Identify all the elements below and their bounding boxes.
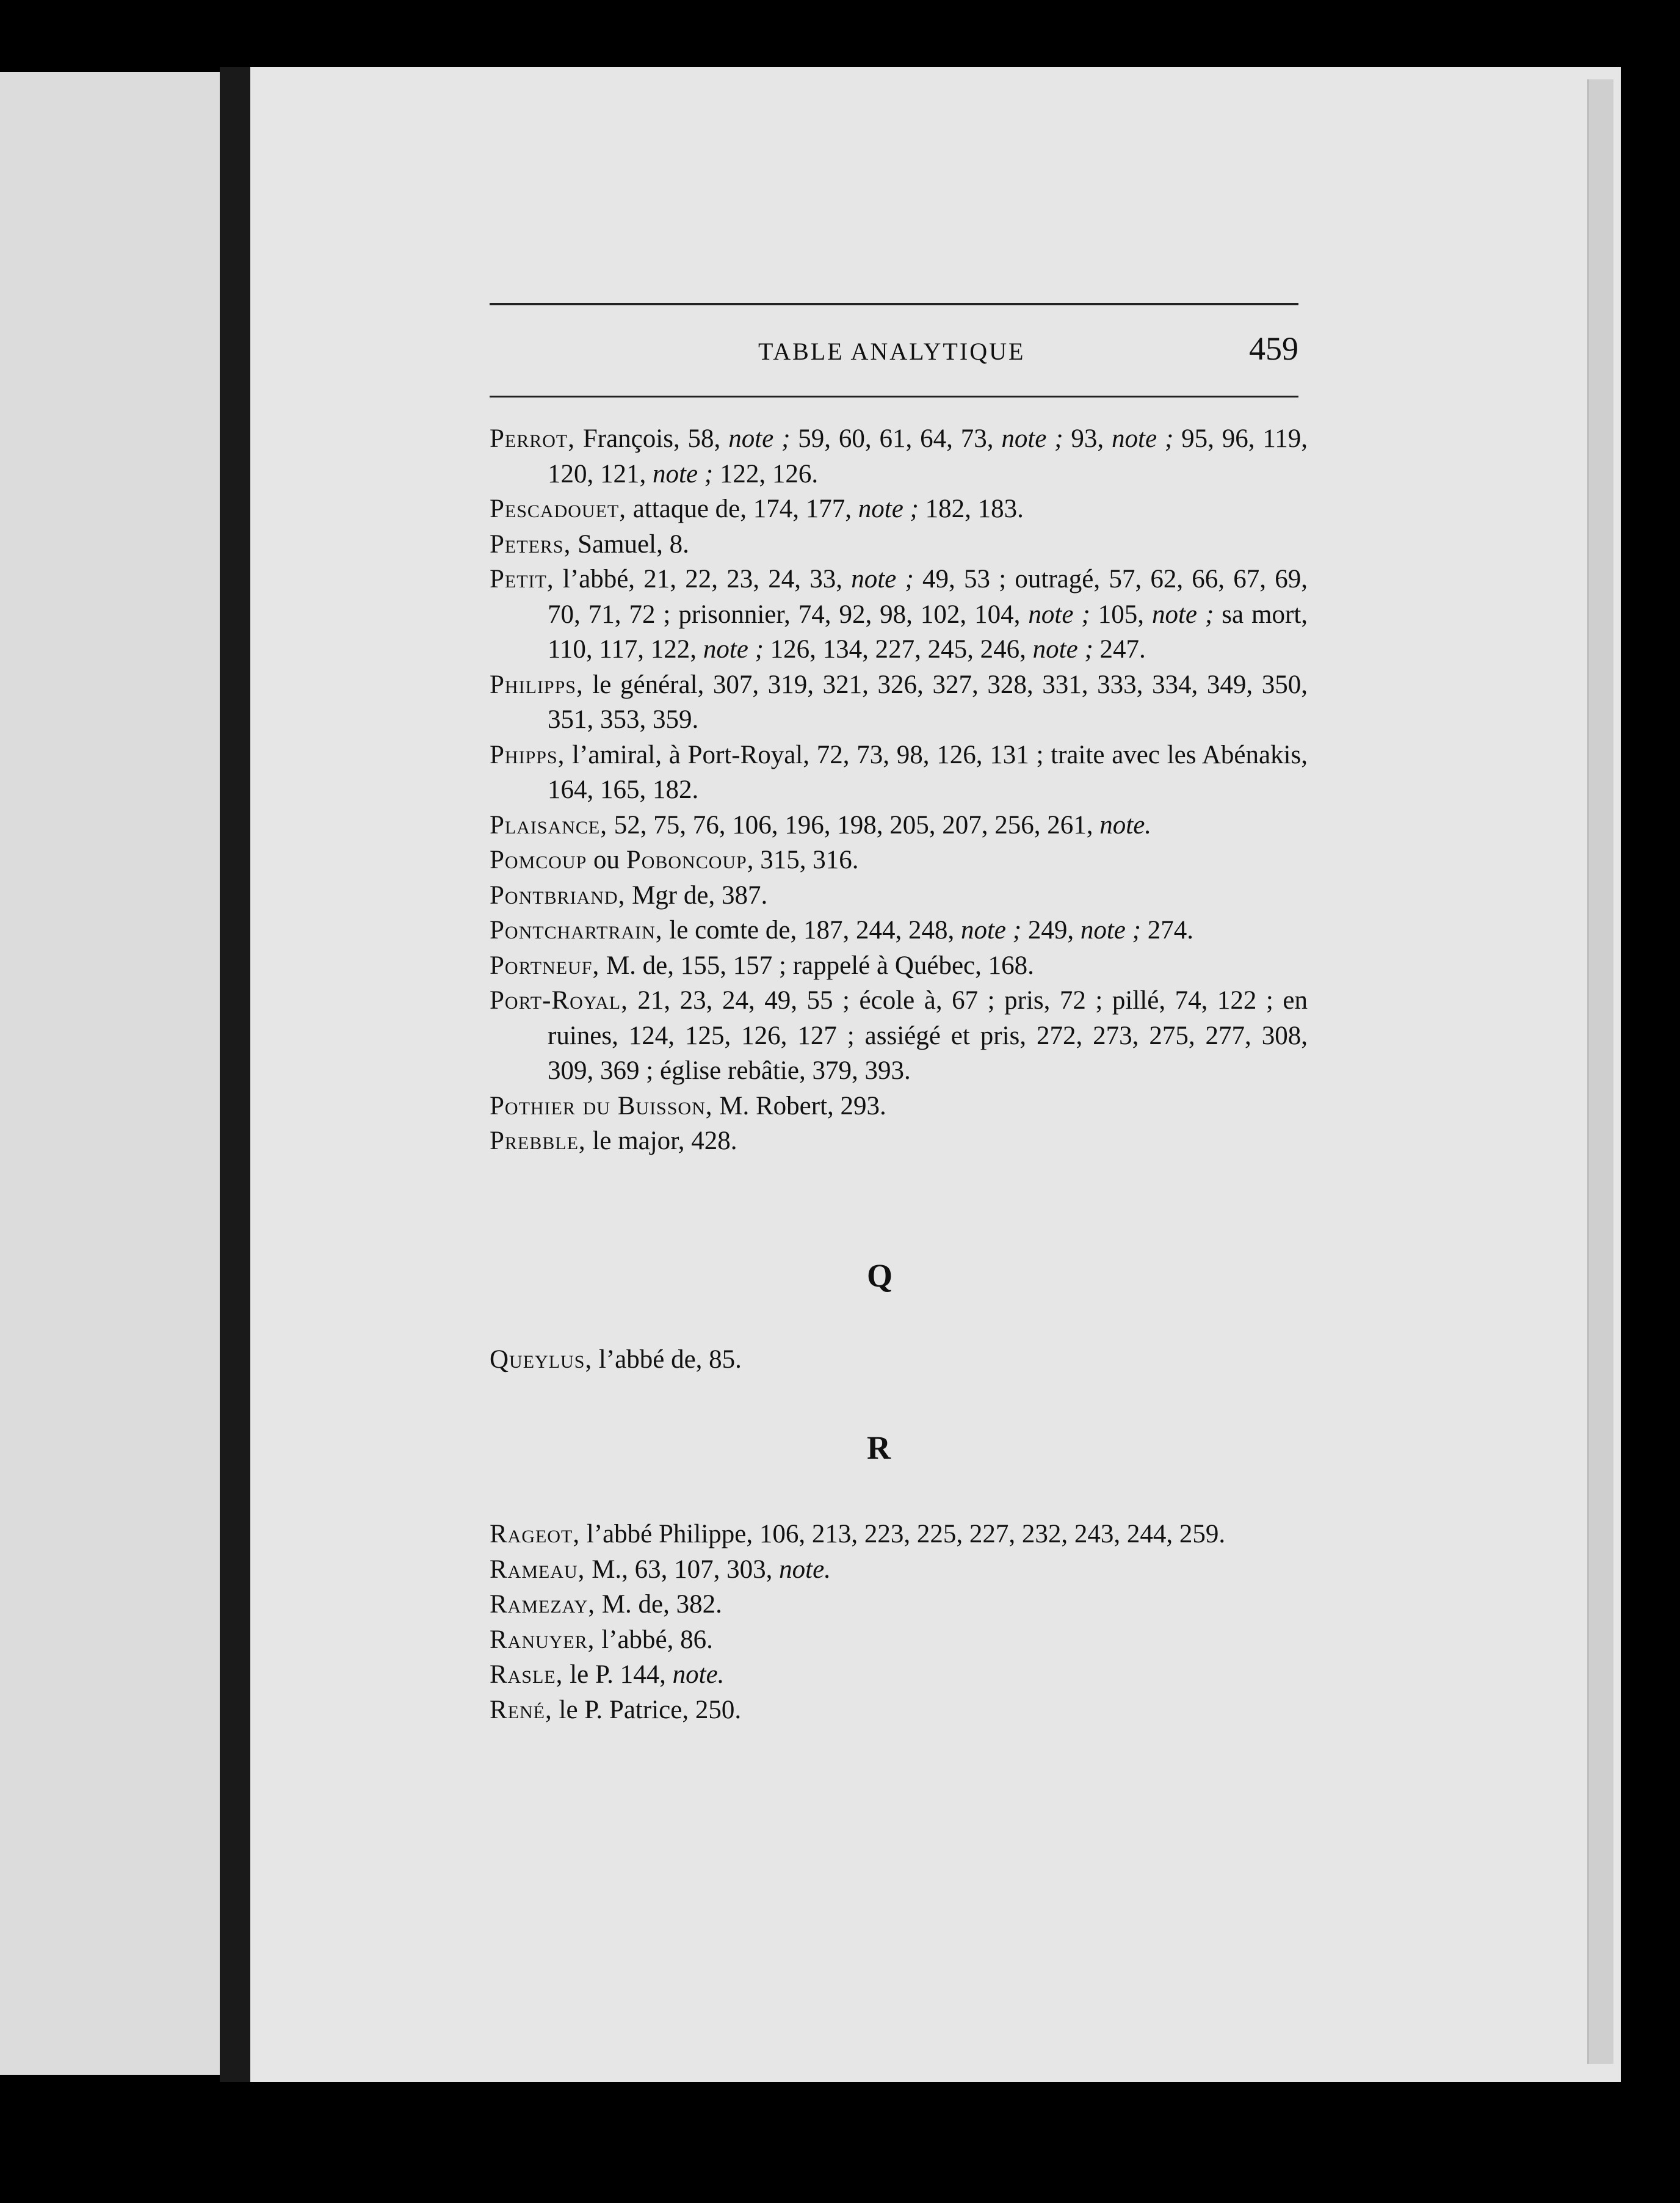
entry-references: Mgr de, 387. (625, 880, 768, 910)
entry-references: le comte de, 187, 244, 248, note ; 249, note ; 274. (662, 916, 1193, 945)
index-entry (490, 948, 1308, 984)
entry-references: attaque de, 174, 177, note ; 182, 183. (626, 495, 1024, 523)
index-entry (490, 562, 1308, 667)
entry-headword: Perrot, (490, 424, 575, 453)
index-entry (490, 1089, 1308, 1124)
running-title: TABLE ANALYTIQUE (758, 338, 1026, 365)
entry-references: l’abbé de, 85. (592, 1345, 742, 1374)
entry-references: M. de, 155, 157 ; rappelé à Québec, 168. (599, 951, 1034, 980)
index-entry (490, 421, 1308, 492)
entry-headword: Rasle, (490, 1660, 563, 1689)
header-rule-top (490, 303, 1298, 305)
entry-headword: Rageot, (490, 1520, 581, 1548)
index-entry (490, 913, 1308, 948)
entry-references: le P. Patrice, 250. (552, 1695, 742, 1724)
index-entry (490, 983, 1308, 1089)
index-section-q (490, 1342, 1308, 1377)
entry-references: M., 63, 107, 303, note. (585, 1555, 831, 1584)
entry-references: François, 58, note ; 59, 60, 61, 64, 73, note ; 93, note ; 95, 96, 119, 120, 121, note ; 122, 126. (548, 424, 1308, 488)
entry-headword: Pescadouet, (490, 495, 626, 523)
entry-references: 21, 23, 24, 49, 55 ; école à, 67 ; pris, 72 ; pillé, 74, 122 ; en ruines, 124, 125, 126, 127 ; assiégé et pris, 272, 273, 275, 277, 308, 309, 369 ; église rebâtie, 379, 393. (548, 986, 1308, 1085)
entry-headword: Portneuf, (490, 951, 600, 980)
entry-headword: Pontbriand, (490, 880, 626, 910)
entry-headword: René, (490, 1695, 552, 1724)
index-entry (490, 1123, 1308, 1159)
header-rule-bottom (490, 396, 1298, 397)
index-section-p (490, 421, 1308, 1159)
index-entry (490, 738, 1308, 808)
page-edge (1587, 79, 1613, 2064)
entry-headword: Petit, (490, 565, 554, 593)
entry-references: Samuel, 8. (571, 529, 689, 559)
entry-references: le général, 307, 319, 321, 326, 327, 328, 331, 333, 334, 349, 350, 351, 353, 359. (548, 670, 1308, 734)
entry-references: l’abbé Philippe, 106, 213, 223, 225, 227, 232, 243, 244, 259. (580, 1520, 1226, 1548)
entry-headword: Ranuyer, (490, 1625, 595, 1654)
entry-references: 52, 75, 76, 106, 196, 198, 205, 207, 256, 261, note. (607, 810, 1152, 840)
facing-page (0, 72, 227, 2075)
section-letter-q: Q (867, 1257, 893, 1294)
index-entry (490, 1693, 1308, 1728)
index-entry (490, 1342, 1308, 1377)
section-letter-r: R (867, 1429, 891, 1466)
entry-headword: Rameau, (490, 1555, 585, 1584)
index-entry (490, 843, 1308, 878)
entry-headword: Queylus, (490, 1345, 593, 1374)
index-entry (490, 1517, 1308, 1552)
entry-headword: Prebble, (490, 1127, 586, 1155)
entry-references: le major, 428. (585, 1127, 737, 1155)
entry-references: ou Poboncoup, 315, 316. (587, 846, 859, 874)
page-number: 459 (1249, 330, 1298, 367)
entry-headword: Port-Royal, (490, 986, 628, 1015)
entry-references: le P. 144, note. (563, 1660, 725, 1689)
entry-references: l’amiral, à Port-Royal, 72, 73, 98, 126, 131 ; traite avec les Abénakis, 164, 165, 182. (548, 740, 1308, 804)
entry-references: l’abbé, 86. (595, 1625, 713, 1654)
index-entry (490, 1552, 1308, 1588)
index-entry (490, 878, 1308, 913)
entry-headword: Pothier du Buisson, (490, 1091, 713, 1120)
entry-headword: Plaisance, (490, 810, 607, 840)
index-entry (490, 1587, 1308, 1622)
entry-headword: Ramezay, (490, 1590, 595, 1619)
index-entry (490, 1622, 1308, 1658)
index-entry (490, 1657, 1308, 1693)
entry-references: M. de, 382. (595, 1590, 722, 1619)
running-head (490, 330, 1298, 372)
entry-references: M. Robert, 293. (712, 1091, 886, 1120)
entry-headword: Pontchartrain, (490, 916, 663, 945)
index-entry (490, 808, 1308, 843)
index-entry (490, 492, 1308, 527)
index-entry (490, 667, 1308, 738)
entry-headword: Phipps, (490, 740, 565, 769)
entry-headword: Pomcoup (490, 846, 587, 874)
entry-headword: Philipps, (490, 670, 584, 699)
index-section-r (490, 1517, 1308, 1727)
entry-headword: Peters, (490, 529, 571, 559)
index-entry (490, 527, 1308, 562)
entry-references: l’abbé, 21, 22, 23, 24, 33, note ; 49, 53 ; outragé, 57, 62, 66, 67, 69, 70, 71, 72 ; prisonnier, 74, 92, 98, 102, 104, note ; 105, note ; sa mort, 110, 117, 122, note ; 126, 134, 227, 245, 246, note ; 247. (548, 565, 1308, 664)
